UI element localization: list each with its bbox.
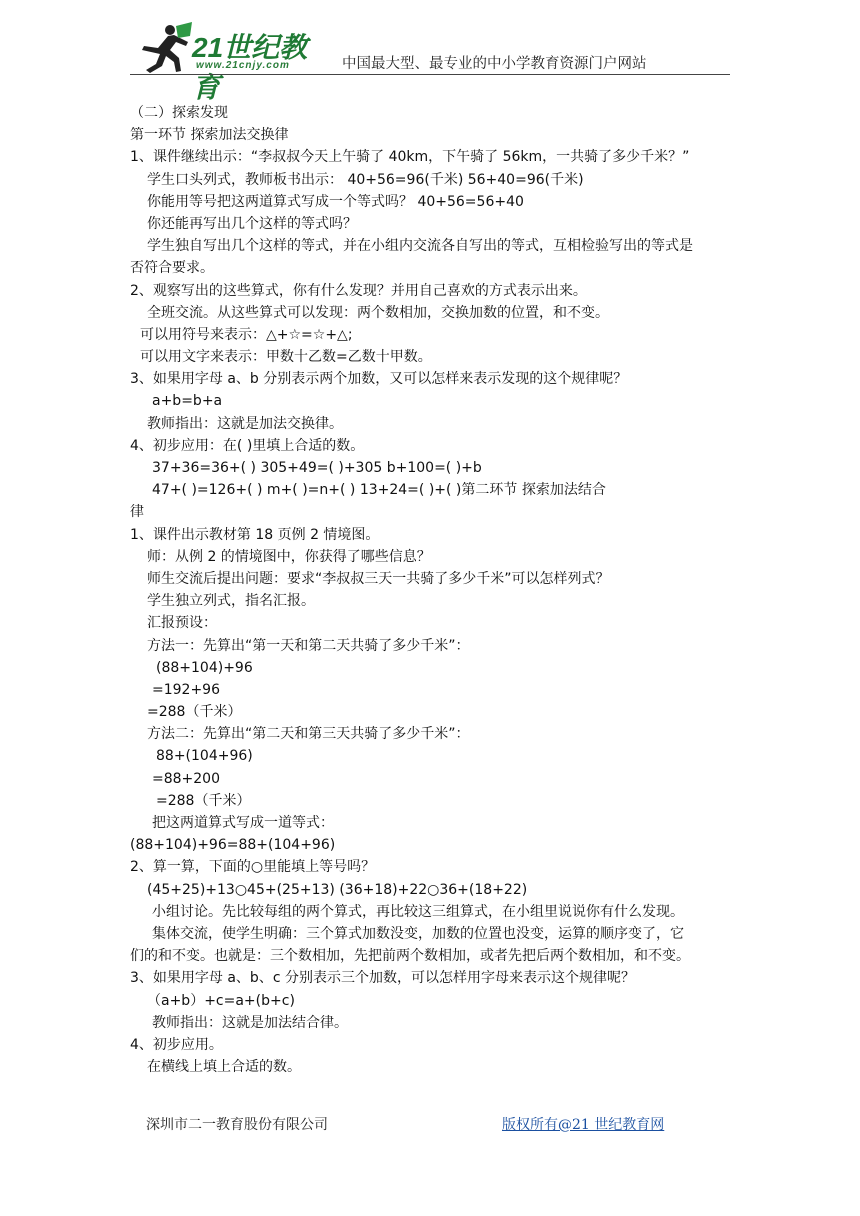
text-line: 全班交流。从这些算式可以发现：两个数相加，交换加数的位置，和不变。 bbox=[147, 304, 609, 321]
text-line: =288（千米） bbox=[156, 792, 251, 809]
text-line: 否符合要求。 bbox=[130, 260, 214, 277]
text-line: 小组讨论。先比较每组的两个算式，再比较这三组算式，在小组里说说你有什么发现。 bbox=[152, 903, 684, 920]
text-line: 你能用等号把这两道算式写成一个等式吗？ 40+56=56+40 bbox=[147, 193, 524, 210]
text-line: 第一环节 探索加法交换律 bbox=[130, 127, 289, 144]
text-line: 学生口头列式，教师板书出示： 40+56=96(千米) 56+40=96(千米) bbox=[147, 171, 584, 188]
logo-url: www.21cnjy.com bbox=[196, 60, 290, 71]
text-line: 88+(104+96) bbox=[156, 748, 253, 765]
text-line: 律 bbox=[130, 504, 144, 521]
footer-copyright-link[interactable]: 版权所有@21 世纪教育网 bbox=[502, 1117, 665, 1133]
logo bbox=[130, 22, 330, 103]
text-line: (88+104)+96 bbox=[156, 659, 253, 676]
text-line: 3、如果用字母 a、b 分别表示两个加数，又可以怎样来表示发现的这个规律呢？ bbox=[130, 371, 628, 388]
text-line: =288（千米） bbox=[147, 704, 242, 721]
text-line: 汇报预设： bbox=[147, 615, 217, 632]
text-line: =192+96 bbox=[152, 681, 220, 698]
text-line: 2、观察写出的这些算式，你有什么发现？并用自己喜欢的方式表示出来。 bbox=[130, 282, 587, 299]
text-line: =88+200 bbox=[152, 770, 220, 787]
text-line: 学生独自写出几个这样的等式，并在小组内交流各自写出的等式，互相检验写出的等式是 bbox=[147, 238, 693, 255]
text-line: 1、课件继续出示：“李叔叔今天上午骑了 40km，下午骑了 56km，一共骑了多少千米？” bbox=[130, 149, 690, 166]
text-line: 学生独立列式，指名汇报。 bbox=[147, 593, 315, 610]
text-line: 在横线上填上合适的数。 bbox=[147, 1059, 301, 1076]
header-tagline: 中国最大型、最专业的中小学教育资源门户网站 bbox=[342, 56, 647, 72]
text-line: 教师指出：这就是加法交换律。 bbox=[147, 415, 343, 432]
text-line: 师：从例 2 的情境图中，你获得了哪些信息？ bbox=[147, 548, 431, 565]
text-line: 们的和不变。也就是：三个数相加，先把前两个数相加，或者先把后两个数相加，和不变。 bbox=[130, 948, 690, 965]
page-header bbox=[130, 22, 730, 103]
text-line: 教师指出：这就是加法结合律。 bbox=[152, 1014, 348, 1031]
text-line: 把这两道算式写成一道等式： bbox=[152, 815, 334, 831]
text-line: 4、初步应用：在( )里填上合适的数。 bbox=[130, 437, 365, 454]
text-line: 方法二：先算出“第二天和第三天共骑了多少千米”： bbox=[147, 726, 470, 743]
text-line: 37+36=36+( ) 305+49=( )+305 b+100=( )+b bbox=[152, 460, 482, 476]
text-line: 3、如果用字母 a、b、c 分别表示三个加数，可以怎样用字母来表示这个规律呢？ bbox=[130, 970, 635, 987]
runner-logo-icon bbox=[130, 22, 194, 74]
header-divider bbox=[130, 74, 730, 75]
text-line: (45+25)+13○45+(25+13) (36+18)+22○36+(18+22) bbox=[147, 881, 528, 898]
text-line: 集体交流，使学生明确：三个算式加数没变，加数的位置也没变，运算的顺序变了，它 bbox=[152, 925, 684, 942]
text-line: 2、算一算，下面的○里能填上等号吗？ bbox=[130, 859, 376, 876]
text-line: 4、初步应用。 bbox=[130, 1036, 223, 1053]
text-line: 你还能再写出几个这样的等式吗？ bbox=[147, 215, 357, 232]
document-body bbox=[130, 102, 730, 1078]
text-line: （二）探索发现 bbox=[130, 105, 228, 121]
text-line: 1、课件出示教材第 18 页例 2 情境图。 bbox=[130, 526, 380, 543]
text-line: 方法一：先算出“第一天和第二天共骑了多少千米”： bbox=[147, 637, 470, 654]
logo-text: 21世纪教育 bbox=[192, 32, 308, 103]
text-line: 可以用文字来表示：甲数十乙数=乙数十甲数。 bbox=[140, 349, 432, 366]
text-line: (88+104)+96=88+(104+96) bbox=[130, 837, 336, 854]
text-line: a+b=b+a bbox=[152, 393, 223, 410]
text-line: 47+( )=126+( ) m+( )=n+( ) 13+24=( )+( )第二环节 探索加法结合 bbox=[152, 482, 606, 499]
text-line: 可以用符号来表示：△+☆=☆+△; bbox=[140, 326, 353, 343]
text-line: （a+b）+c=a+(b+c) bbox=[147, 992, 295, 1009]
text-line: 师生交流后提出问题：要求“李叔叔三天一共骑了多少千米”可以怎样列式？ bbox=[147, 570, 610, 587]
footer-company: 深圳市二一教育股份有限公司 bbox=[146, 1117, 328, 1133]
